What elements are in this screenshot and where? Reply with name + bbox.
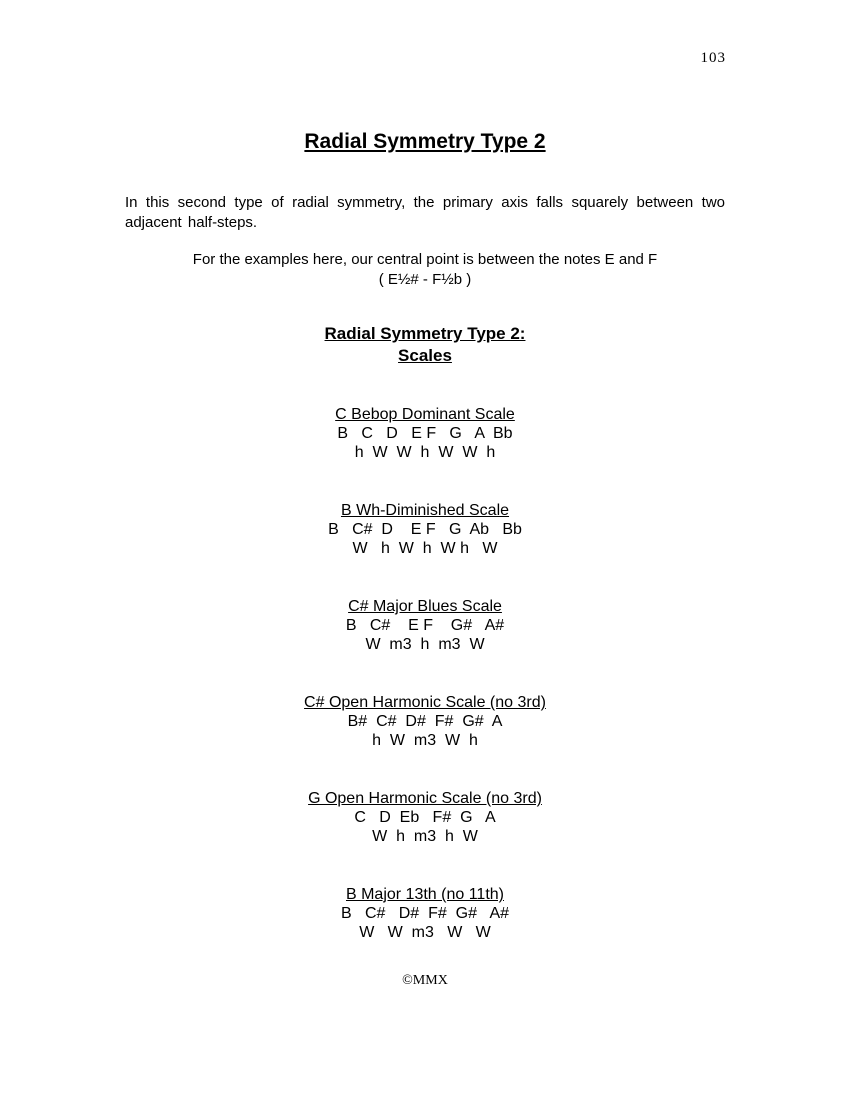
- scale-block: [125, 789, 725, 846]
- scale-title: G Open Harmonic Scale (no 3rd): [308, 790, 542, 807]
- copyright-footer: ©MMX: [402, 973, 448, 988]
- page-number: 103: [700, 50, 726, 66]
- scale-block: [125, 405, 725, 462]
- intro-paragraph: In this second type of radial symmetry, the primary axis falls squarely between two adjacent half-steps.: [125, 194, 725, 231]
- scale-block: [125, 597, 725, 654]
- scale-notes: B# C# D# F# G# A: [347, 713, 503, 730]
- scale-notes: B C# E F G# A#: [345, 617, 505, 634]
- scale-title: B Major 13th (no 11th): [345, 886, 504, 903]
- section-heading-line1: Radial Symmetry Type 2:: [324, 324, 526, 343]
- scale-title: C Bebop Dominant Scale: [335, 406, 515, 423]
- scale-title: B Wh-Diminished Scale: [340, 502, 510, 519]
- central-point-text: [125, 250, 725, 290]
- scale-title: C# Open Harmonic Scale (no 3rd): [304, 694, 546, 711]
- scale-intervals: W h m3 h W: [372, 828, 478, 845]
- scales-list: [125, 405, 725, 942]
- central-point-line1: For the examples here, our central point is between the notes E and F: [192, 251, 658, 268]
- central-point-line2: ( E½# - F½b ): [378, 271, 472, 288]
- scale-intervals: W W m3 W W: [359, 924, 491, 941]
- scale-intervals: W h W h W h W: [352, 540, 498, 557]
- scale-intervals: W m3 h m3 W: [365, 636, 485, 653]
- scale-intervals: h W W h W W h: [354, 444, 496, 461]
- scale-block: [125, 885, 725, 942]
- scale-notes: B C# D# F# G# A#: [340, 905, 510, 922]
- scale-notes: C D Eb F# G A: [354, 809, 496, 826]
- scale-intervals: h W m3 W h: [372, 732, 478, 749]
- scale-block: [125, 501, 725, 558]
- scale-block: [125, 693, 725, 750]
- page-title: Radial Symmetry Type 2: [304, 130, 546, 153]
- scale-notes: B C# D E F G Ab Bb: [328, 521, 522, 538]
- scale-title: C# Major Blues Scale: [348, 598, 502, 615]
- section-heading-line2: Scales: [398, 346, 452, 365]
- section-heading: [125, 323, 725, 367]
- scale-notes: B C D E F G A Bb: [337, 425, 513, 442]
